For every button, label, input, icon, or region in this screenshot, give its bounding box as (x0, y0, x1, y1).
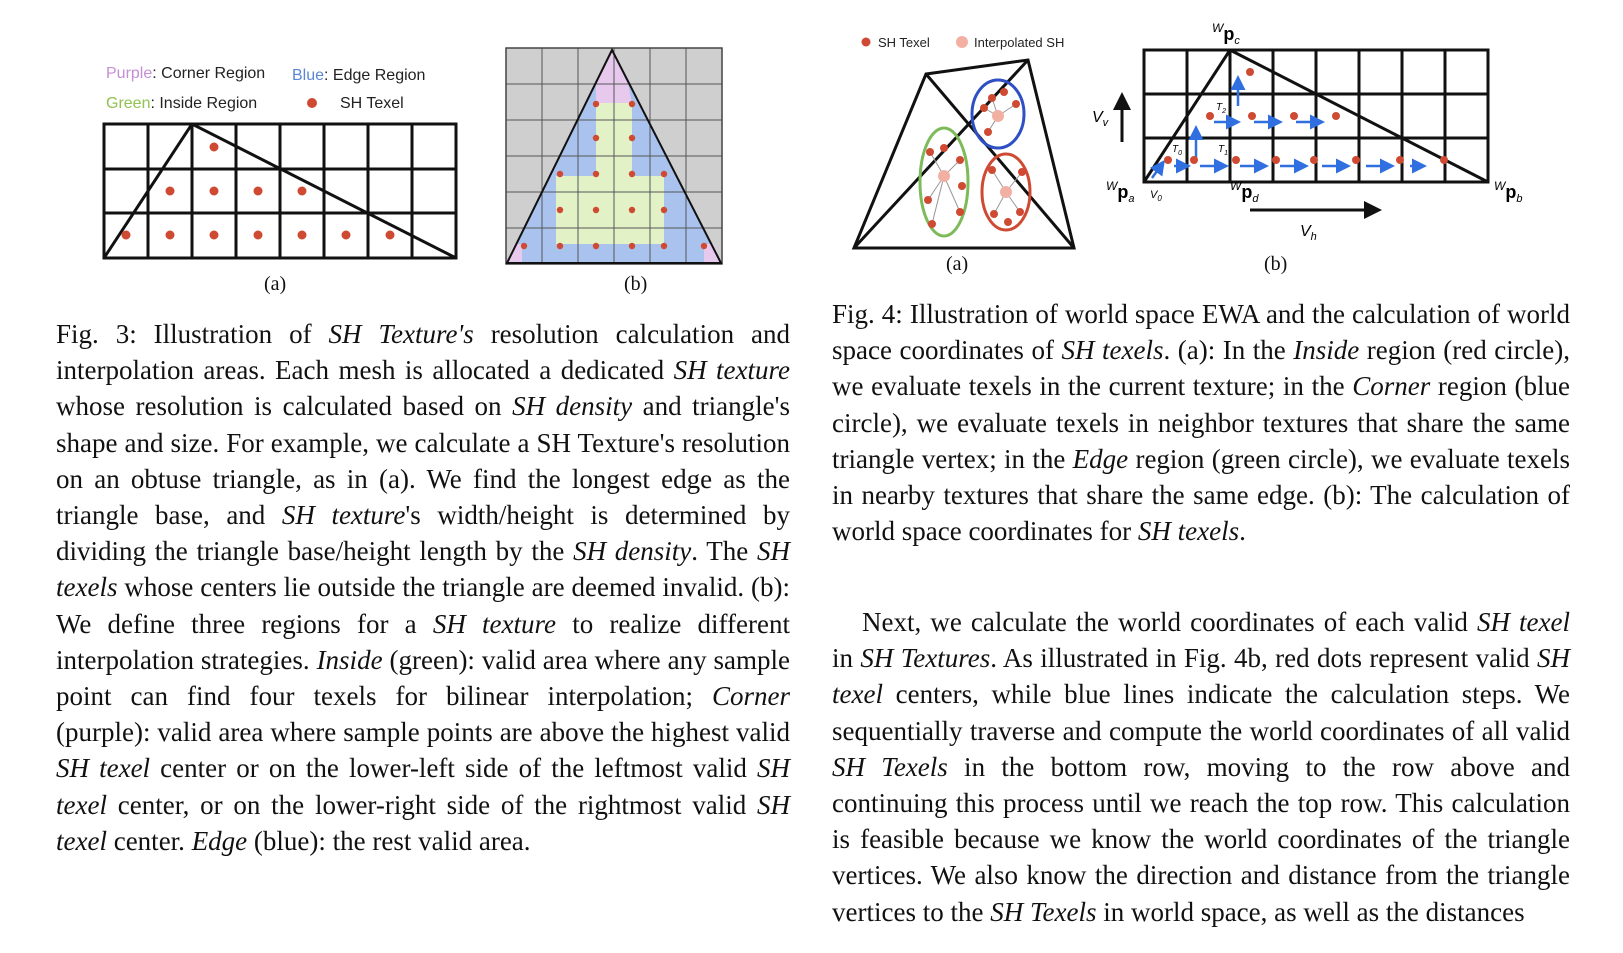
fig3a (100, 56, 520, 276)
fig3b-label: (b) (624, 273, 648, 295)
v0-label: $V_0$ (1150, 189, 1162, 203)
fig4a-label: (a) (946, 253, 969, 275)
legend-purple: Purple: Corner Region (106, 65, 266, 82)
fig3b-diagram (504, 48, 726, 270)
legend-texel: SH Texel (878, 35, 930, 50)
vv-label: $V_v$ (1092, 109, 1109, 129)
body-paragraph: Next, we calculate the world coordinates of each valid SH texel in SH Textures. As illustrated in Fig. 4b, red dots represent valid SH texel centers, while blue lines indicate the calculation steps. We sequentially traverse and compute the world coordinates of all valid SH Texels in the bottom row, moving to the row above and continuing this process until we reach the top row. This calculation is feasible because we know the world coordinates of the triangle vertices. We also know the direction and distance from the triangle vertices to the SH Texels in world space, as well as the distances (832, 607, 1571, 927)
t1-label: $T_1$ (1218, 144, 1229, 157)
fig4a-diagram (832, 26, 1082, 256)
legend-green: Green: Inside Region (106, 95, 258, 112)
fig4b-diagram (1064, 18, 1523, 248)
fig4b (1064, 18, 1523, 248)
legend-texel-dot (307, 98, 317, 108)
legend-blue: Blue: Edge Region (292, 67, 426, 84)
fig3b (504, 48, 726, 270)
pc-label: Wpc (1212, 21, 1240, 47)
vh-label: $V_h$ (1300, 223, 1317, 243)
t0-label: $T_0$ (1172, 144, 1183, 157)
t2-label: $T_2$ (1216, 102, 1227, 115)
fig4a (832, 26, 1082, 256)
fig4b-label: (b) (1264, 253, 1288, 275)
fig4-caption: Fig. 4: Illustration of world space EWA and the calculation of world space coordinates of SH texels. (a): In the Inside region (red circle), we evaluate texels in the current texture; in the Corner region (blue circle), we evaluate texels in neighbor textures that share the same triangle vertex; in the Edge region (green circle), we evaluate texels in nearby textures that share the same edge. (b): The calculation of world space coordinates for SH texels. (832, 299, 1571, 547)
legend-interp-dot (956, 36, 968, 48)
fig3a-diagram (100, 56, 520, 276)
fig3-caption: Fig. 3: Illustration of SH Texture's resolution calculation and interpolation areas. Each mesh is allocated a dedicated SH texture whose resolution is calculated based on SH density and triangle's shape and size. For example, we calculate a SH Texture's resolution on an obtuse triangle, as in (a). We find the longest edge as the triangle base, and SH texture's width/height is determined by dividing the triangle base/height length by the SH density. The SH texels whose centers lie outside the triangle are deemed invalid. (b): We define three regions for a SH texture to realize different interpolation strategies. Inside (green): valid area where any sample point can find four texels for bilinear interpolation; Corner (purple): valid area where sample points are above the highest valid SH texel center or on the lower-left side of the leftmost valid SH texel center, or on the lower-right side of the rightmost valid SH texel center. Edge (blue): the rest valid area. (56, 319, 790, 856)
pa-label: Wpa (1106, 179, 1135, 205)
pb-label: Wpb (1494, 179, 1523, 205)
legend-texel: SH Texel (340, 95, 404, 112)
fig3a-grid (104, 124, 456, 258)
fig4b-texels (1164, 68, 1448, 164)
pd-label: Wpd (1230, 179, 1259, 205)
legend-texel-dot (862, 38, 871, 47)
legend-interp: Interpolated SH (974, 35, 1065, 50)
fig3a-label: (a) (264, 273, 287, 295)
